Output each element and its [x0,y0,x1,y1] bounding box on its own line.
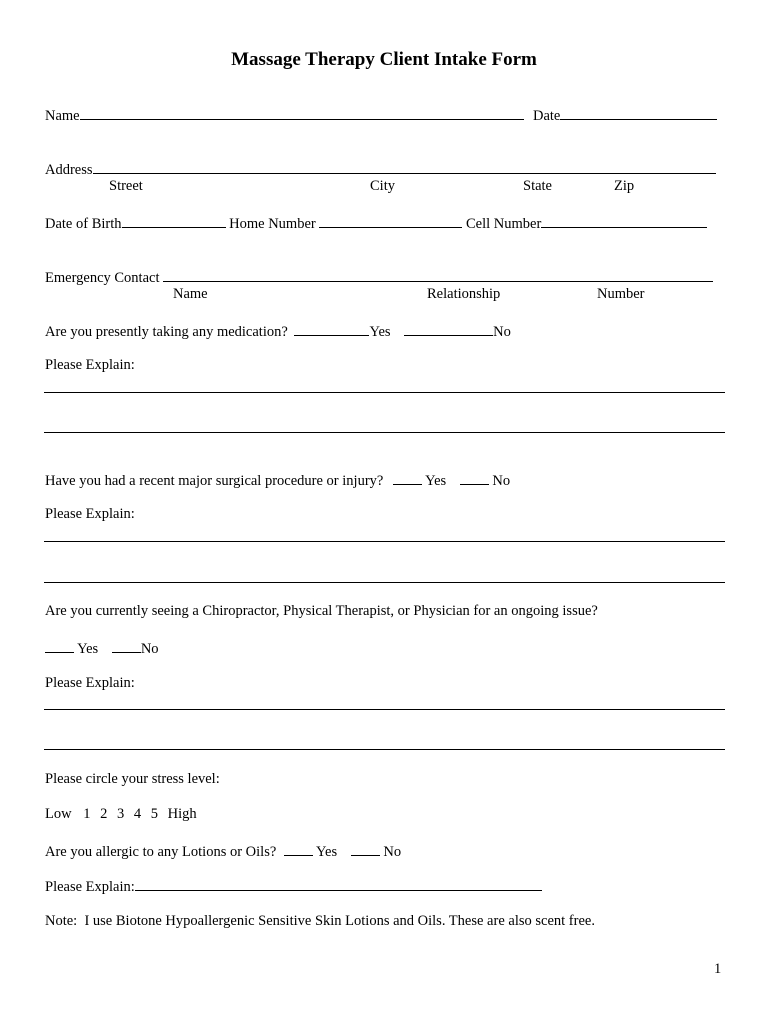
stress-prompt: Please circle your stress level: [45,771,220,787]
stress-low-label: Low [45,806,72,822]
medication-no-label: No [493,324,511,340]
allergy-yes-label: Yes [316,844,338,860]
emergency-contact-field[interactable] [163,269,713,282]
phone-row [45,215,707,232]
name-field[interactable] [80,107,524,120]
stress-high-label: High [167,806,197,822]
home-number-field[interactable] [319,215,462,228]
state-caption: State [523,178,552,194]
address-label: Address [45,162,93,178]
medication-yes-blank[interactable] [294,323,369,336]
date-field[interactable] [560,107,717,120]
stress-level-4[interactable]: 4 [133,806,142,822]
zip-caption: Zip [614,178,635,194]
emergency-contact-label: Emergency Contact [45,270,160,286]
street-caption: Street [109,178,143,194]
surgery-yes-blank[interactable] [393,472,422,485]
address-field[interactable] [93,161,716,174]
chiro-no-blank[interactable] [112,640,141,653]
home-number-label: Home Number [229,216,316,232]
allergy-explain-label: Please Explain: [45,879,135,895]
allergy-question [45,843,401,860]
medication-explain-label: Please Explain: [45,357,135,373]
allergy-yes-blank[interactable] [284,843,313,856]
surgery-explain-line-2[interactable] [44,582,725,583]
ec-name-caption: Name [173,286,208,302]
chiro-explain-line-1[interactable] [44,709,725,710]
allergy-explain-row [45,878,542,895]
lotion-note: Note: I use Biotone Hypoallergenic Sensitive Skin Lotions and Oils. These are also scent free. [45,913,595,929]
address-row [45,161,716,178]
cell-number-label: Cell Number [465,216,542,232]
allergy-no-blank[interactable] [351,843,380,856]
stress-level-2[interactable]: 2 [100,806,108,822]
page-number: 1 [714,961,722,977]
stress-scale [45,807,197,822]
cell-number-field[interactable] [541,215,707,228]
ec-number-caption: Number [597,286,645,302]
surgery-no-blank[interactable] [460,472,489,485]
stress-level-1[interactable]: 1 [83,806,91,822]
emergency-row [45,269,713,286]
surgery-explain-line-1[interactable] [44,541,725,542]
ec-relationship-caption: Relationship [427,286,501,302]
surgery-text: Have you had a recent major surgical procedure or injury? [45,473,384,489]
medication-yes-label: Yes [369,324,391,340]
chiro-explain-label: Please Explain: [45,675,135,691]
name-row [45,107,524,124]
medication-question [45,323,511,340]
city-caption: City [370,178,395,194]
medication-text: Are you presently taking any medication? [45,324,288,340]
surgery-question [45,472,510,489]
chiro-question-text: Are you currently seeing a Chiropractor, Physical Therapist, or Physician for an ongoing issue? [45,603,598,619]
medication-no-blank[interactable] [404,323,493,336]
chiro-answer-row [45,640,159,657]
medication-explain-line-2[interactable] [44,432,725,433]
name-label: Name [45,108,80,124]
surgery-yes-label: Yes [425,473,447,489]
surgery-explain-label: Please Explain: [45,506,135,522]
chiro-no-label: No [140,641,159,657]
stress-level-3[interactable]: 3 [116,806,125,822]
date-row [533,107,717,124]
page-title: Massage Therapy Client Intake Form [231,49,537,70]
date-label: Date [533,108,561,124]
chiro-yes-blank[interactable] [45,640,74,653]
allergy-explain-field[interactable] [135,878,542,891]
medication-explain-line-1[interactable] [44,392,725,393]
allergy-no-label: No [383,844,402,860]
dob-field[interactable] [122,215,226,228]
dob-label: Date of Birth [45,216,122,232]
surgery-no-label: No [492,473,511,489]
chiro-explain-line-2[interactable] [44,749,725,750]
allergy-text: Are you allergic to any Lotions or Oils? [45,844,277,860]
chiro-yes-label: Yes [77,641,99,657]
stress-level-5[interactable]: 5 [150,806,158,822]
